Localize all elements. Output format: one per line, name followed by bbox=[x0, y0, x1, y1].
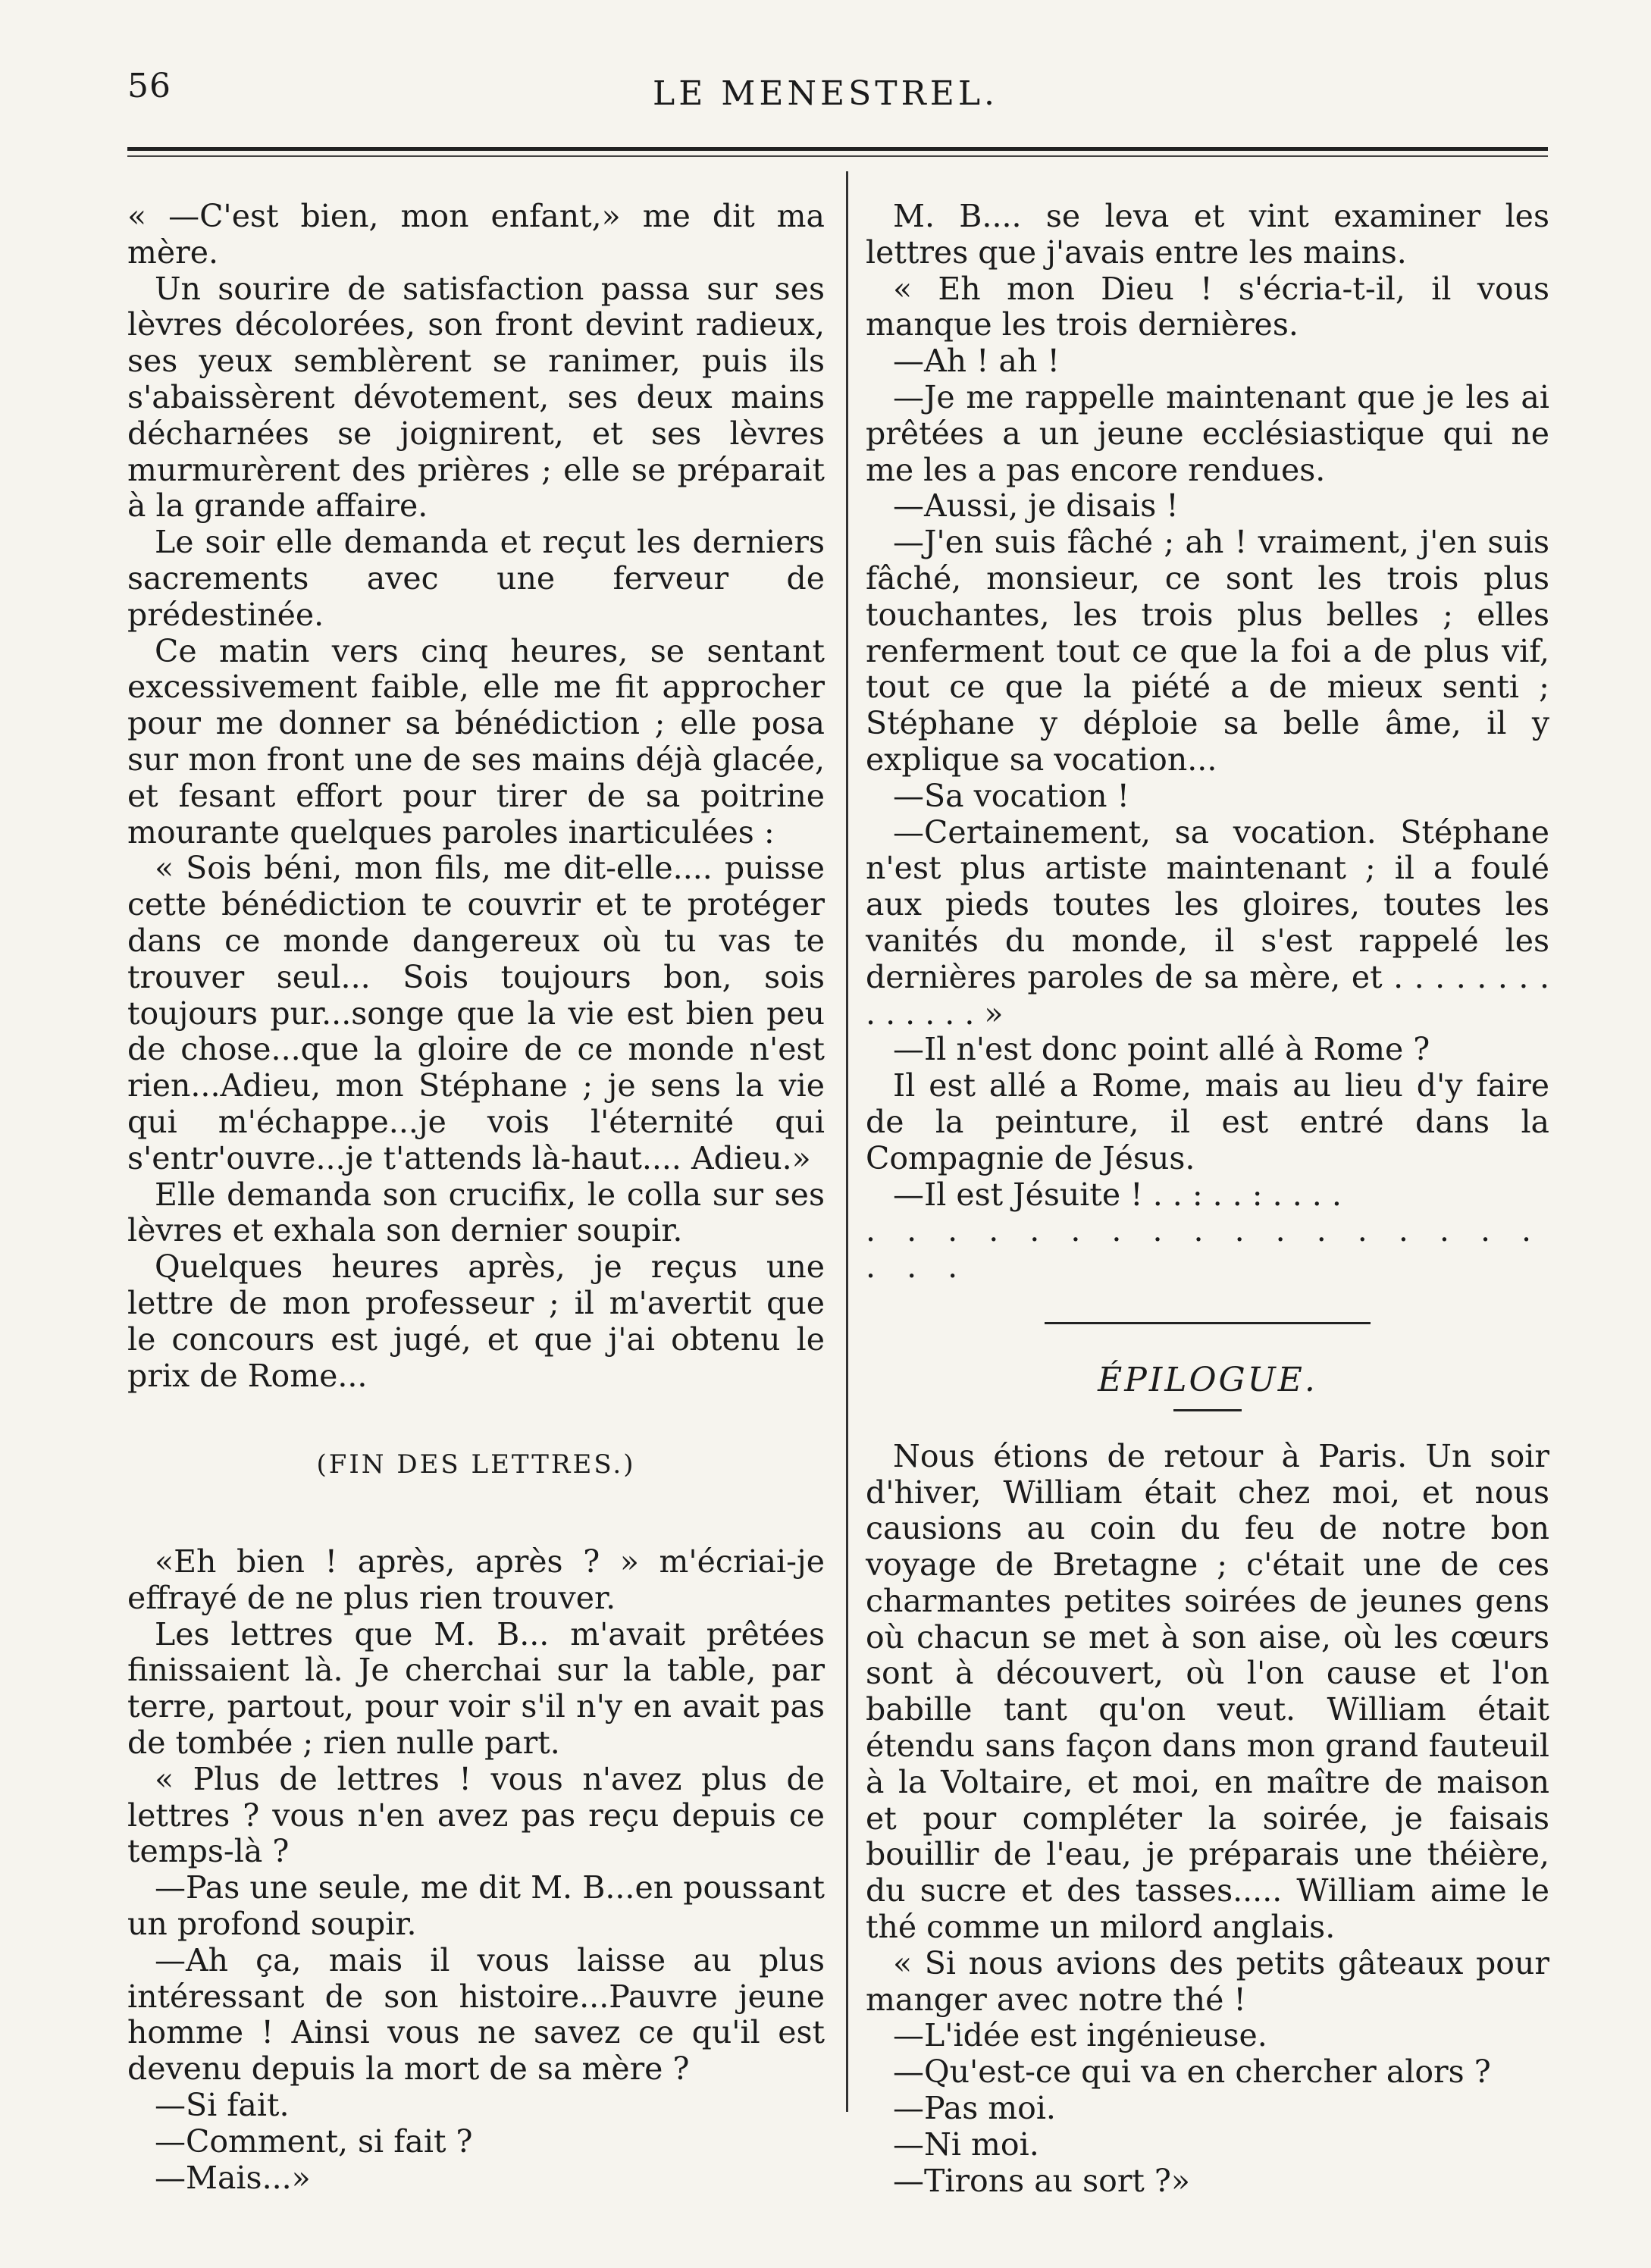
paragraph: Nous étions de retour à Paris. Un soir d'hiver, William était chez moi, et nous causions au coin du feu de notre bon voyage de Bretagne ; c'était une de ces charmantes petites soirées de jeunes gens où chacun se met à son aise, où les cœurs sont à découvert, où l'on cause et l'on babille tant qu'on veut. William était étendu sans façon dans mon grand fauteuil à la Voltaire, et moi, en maître de maison et pour compléter la soirée, je faisais bouillir de l'eau, je préparais une théière, du sucre et des tasses..... William aime le thé comme un milord anglais. bbox=[866, 1437, 1549, 1946]
paragraph: « Sois béni, mon fils, me dit-elle.... puisse cette bénédiction te couvrir et te protéger dans ce monde dangereux où tu vas te trouver seul... Sois toujours bon, sois toujours pur...songe que la vie est bien peu de chose...que la gloire de ce monde n'est rien...Adieu, mon Stéphane ; je sens la vie qui m'échappe...je vois l'éternité qui s'entr'ouvre...je t'attends là-haut.... Adieu.» bbox=[127, 850, 825, 1176]
paragraph: Un sourire de satisfaction passa sur ses lèvres décolorées, son front devint radieux, ses yeux semblèrent se ranimer, puis ils s'abaissèrent dévotement, ses deux mains décharnées se joignirent, et ses lèvres murmurèrent des prières ; elle se préparait à la grande affaire. bbox=[127, 270, 825, 525]
paragraph: Il est allé a Rome, mais au lieu d'y faire de la peinture, il est entré dans la Compagnie de Jésus. bbox=[866, 1067, 1549, 1176]
epilogue-heading: ÉPILOGUE. bbox=[1098, 1360, 1317, 1399]
right-column bbox=[866, 199, 1549, 2199]
page-number: 56 bbox=[127, 67, 171, 105]
paragraph: —Ah ! ah ! bbox=[893, 343, 1060, 380]
paragraph: —Sa vocation ! bbox=[893, 777, 1130, 814]
paragraph: —L'idée est ingénieuse. bbox=[893, 2017, 1267, 2054]
paragraph: —Je me rappelle maintenant que je les ai prêtées a un jeune ecclésiastique qui ne me les a pas encore rendues. bbox=[866, 378, 1549, 488]
section-separator bbox=[1045, 1322, 1371, 1324]
paragraph: —Aussi, je disais ! bbox=[893, 487, 1179, 525]
left-column bbox=[127, 199, 825, 2196]
dots-line: . . . . . . . . . . . . . . . . . . . . bbox=[866, 1212, 1543, 1286]
paragraph: —Comment, si fait ? bbox=[155, 2122, 473, 2160]
paragraph: « —C'est bien, mon enfant,» me dit ma mère. bbox=[127, 198, 825, 271]
paragraph: —Pas une seule, me dit M. B...en poussant un profond soupir. bbox=[127, 1869, 825, 1943]
paragraph: —Mais...» bbox=[155, 2159, 311, 2196]
paragraph: —Si fait. bbox=[155, 2087, 290, 2124]
paragraph: —Il est Jésuite ! . . : . . : . . . . bbox=[893, 1176, 1342, 1213]
fin-des-lettres-heading: (FIN DES LETTRES.) bbox=[316, 1449, 636, 1480]
header-rule bbox=[127, 147, 1548, 157]
heading-underline bbox=[1173, 1409, 1242, 1411]
running-title: LE MENESTREL. bbox=[652, 74, 999, 113]
paragraph: —Certainement, sa vocation. Stéphane n'est plus artiste maintenant ; il a foulé aux pieds toutes les gloires, toutes les vanités du monde, il s'est rappelé les dernières paroles de sa mère, et . . . . . . . . . . . . . . » bbox=[866, 813, 1549, 1032]
paragraph: Quelques heures après, je reçus une lettre de mon professeur ; il m'avertit que le concours est jugé, et que j'ai obtenu le prix de Rome... bbox=[127, 1248, 825, 1394]
paragraph: Elle demanda son crucifix, le colla sur ses lèvres et exhala son dernier soupir. bbox=[127, 1176, 825, 1249]
paragraph: —Qu'est-ce qui va en chercher alors ? bbox=[893, 2053, 1491, 2091]
paragraph: —Ah ça, mais il vous laisse au plus intéressant de son histoire...Pauvre jeune homme ! Ainsi vous ne savez ce qu'il est devenu depuis la mort de sa mère ? bbox=[127, 1941, 825, 2088]
paragraph: « Eh mon Dieu ! s'écria-t-il, il vous manque les trois dernières. bbox=[866, 270, 1549, 343]
paragraph: « Si nous avions des petits gâteaux pour manger avec notre thé ! bbox=[866, 1944, 1549, 2018]
paragraph: —Tirons au sort ?» bbox=[893, 2162, 1191, 2199]
paragraph: Les lettres que M. B... m'avait prêtées finissaient là. Je cherchai sur la table, par terre, partout, pour voir s'il n'y en avait pas de tombée ; rien nulle part. bbox=[127, 1615, 825, 1762]
paragraph: «Eh bien ! après, après ? » m'écriai-je effrayé de ne plus rien trouver. bbox=[127, 1543, 825, 1616]
paragraph: Ce matin vers cinq heures, se sentant excessivement faible, elle me fit approcher pour me donner sa bénédiction ; elle posa sur mon front une de ses mains déjà glacée, et fesant effort pour tirer de sa poitrine mourante quelques paroles inarticulées : bbox=[127, 632, 825, 850]
paragraph: « Plus de lettres ! vous n'avez plus de lettres ? vous n'en avez pas reçu depuis ce temps-là ? bbox=[127, 1760, 825, 1870]
paragraph: —Pas moi. bbox=[893, 2090, 1056, 2127]
column-divider bbox=[846, 171, 848, 2112]
paragraph: —Ni moi. bbox=[893, 2125, 1039, 2163]
paragraph: —J'en suis fâché ; ah ! vraiment, j'en suis fâché, monsieur, ce sont les trois plus touchantes, les trois plus belles ; elles renferment tout ce que la foi a de plus vif, tout ce que la piété a de mieux senti ; Stéphane y déploie sa belle âme, il y explique sa vocation... bbox=[866, 524, 1549, 778]
paragraph: Le soir elle demanda et reçut les derniers sacrements avec une ferveur de prédestinée. bbox=[127, 524, 825, 633]
paragraph: M. B.... se leva et vint examiner les lettres que j'avais entre les mains. bbox=[866, 198, 1549, 271]
paragraph: —Il n'est donc point allé à Rome ? bbox=[893, 1031, 1430, 1068]
